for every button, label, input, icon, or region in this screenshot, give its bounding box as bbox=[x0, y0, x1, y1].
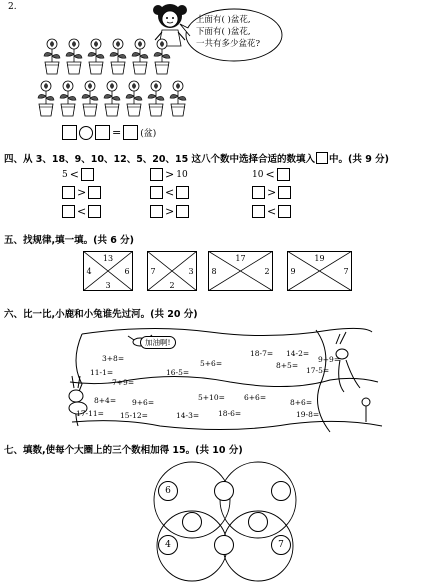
flower-pot-icon bbox=[146, 80, 166, 118]
answer-box[interactable] bbox=[278, 186, 291, 199]
comparison-item bbox=[252, 205, 291, 218]
answer-box[interactable] bbox=[252, 186, 265, 199]
answer-box[interactable] bbox=[150, 186, 163, 199]
flower-pot-icon bbox=[42, 38, 62, 76]
puzzle-node-bm[interactable] bbox=[214, 535, 234, 555]
comparison-item bbox=[150, 168, 188, 181]
flower-pot-icon bbox=[86, 38, 106, 76]
puzzle-node-tl: 6 bbox=[158, 481, 178, 501]
answer-box[interactable] bbox=[62, 125, 77, 140]
given-number: 10 bbox=[252, 169, 264, 180]
svg-text:17: 17 bbox=[235, 254, 246, 263]
answer-box[interactable] bbox=[88, 186, 101, 199]
equation: 19-8= bbox=[296, 410, 320, 419]
pattern-cross bbox=[287, 251, 352, 291]
comparison-item bbox=[62, 168, 94, 181]
comparison-item bbox=[252, 168, 290, 181]
answer-box[interactable] bbox=[176, 186, 189, 199]
equation: 8+4= bbox=[94, 396, 117, 405]
compare-operator: > bbox=[77, 186, 87, 199]
svg-text:3: 3 bbox=[105, 281, 111, 290]
answer-box[interactable] bbox=[62, 186, 75, 199]
compare-operator: > bbox=[267, 186, 277, 199]
equation: 5+10= bbox=[198, 393, 225, 402]
answer-box[interactable] bbox=[81, 168, 94, 181]
problem-number: 2. bbox=[8, 2, 17, 12]
answer-box[interactable] bbox=[123, 125, 138, 140]
bubble-line-2: 下面有( )盆花, bbox=[196, 27, 251, 37]
flower-pot-icon bbox=[80, 80, 100, 118]
q4-title-text-end: 中。(共 9 分) bbox=[329, 154, 389, 165]
equation: 15-12= bbox=[120, 411, 148, 420]
svg-text:4: 4 bbox=[86, 267, 92, 276]
comparison-item bbox=[62, 186, 101, 199]
bubble-line-3: 一共有多少盆花? bbox=[196, 39, 261, 49]
comparison-item bbox=[150, 186, 189, 199]
equation-answer bbox=[62, 125, 156, 140]
puzzle-node-br: 7 bbox=[271, 535, 291, 555]
q6-title: 六、比一比,小鹿和小兔谁先过河。(共 20 分) bbox=[4, 309, 198, 320]
answer-box[interactable] bbox=[278, 205, 291, 218]
equation: 11-1= bbox=[90, 368, 114, 377]
equation: 5+6= bbox=[200, 359, 223, 368]
flower-pot-icon bbox=[168, 80, 188, 118]
q4-title bbox=[4, 151, 389, 165]
puzzle-node-bl: 4 bbox=[158, 535, 178, 555]
pattern-cross bbox=[147, 251, 197, 291]
svg-text:2: 2 bbox=[169, 281, 175, 290]
compare-operator: < bbox=[265, 168, 275, 181]
answer-box[interactable] bbox=[95, 125, 110, 140]
puzzle-node-tr[interactable] bbox=[271, 481, 291, 501]
svg-text:3: 3 bbox=[188, 267, 194, 276]
equation: 17-5= bbox=[306, 366, 330, 375]
pattern-box bbox=[208, 251, 273, 295]
compare-operator: < bbox=[165, 186, 175, 199]
flower-pot-icon bbox=[124, 80, 144, 118]
puzzle-node-c1[interactable] bbox=[182, 512, 202, 532]
compare-operator: < bbox=[77, 205, 87, 218]
flower-pots-top bbox=[42, 38, 172, 76]
flower-pot-icon bbox=[36, 80, 56, 118]
equation: 18-6= bbox=[218, 409, 242, 418]
equation: 14-2= bbox=[286, 349, 310, 358]
equation: 8+5= bbox=[276, 361, 299, 370]
bubble-line-1: 上面有( )盆花, bbox=[196, 15, 251, 25]
equation: 18-7= bbox=[250, 349, 274, 358]
pattern-cross bbox=[83, 251, 133, 291]
operator-circle[interactable] bbox=[79, 126, 93, 140]
answer-box[interactable] bbox=[277, 168, 290, 181]
svg-text:6: 6 bbox=[124, 267, 130, 276]
compare-operator: > bbox=[165, 168, 175, 181]
answer-box[interactable] bbox=[150, 205, 163, 218]
flower-pot-icon bbox=[152, 38, 172, 76]
given-number: 10 bbox=[176, 169, 188, 180]
svg-text:19: 19 bbox=[314, 254, 325, 263]
comparison-item bbox=[62, 205, 101, 218]
answer-box[interactable] bbox=[62, 205, 75, 218]
bird-speech-bubble: 加油啊! bbox=[140, 336, 176, 349]
circle-puzzle bbox=[150, 458, 300, 582]
q4-title-text: 四、从 3、18、9、10、12、5、20、15 这八个数中选择合适的数填入 bbox=[4, 154, 316, 165]
svg-text:2: 2 bbox=[264, 267, 270, 276]
comparison-item bbox=[150, 205, 189, 218]
svg-text:7: 7 bbox=[343, 267, 349, 276]
answer-box[interactable] bbox=[150, 168, 163, 181]
pattern-cross bbox=[208, 251, 273, 291]
puzzle-node-c2[interactable] bbox=[248, 512, 268, 532]
pattern-box bbox=[83, 251, 133, 295]
q5-title: 五、找规律,填一填。(共 6 分) bbox=[4, 235, 135, 246]
equation: 17-11= bbox=[76, 409, 104, 418]
puzzle-node-tm[interactable] bbox=[214, 481, 234, 501]
flower-pot-icon bbox=[64, 38, 84, 76]
equation: 7+9= bbox=[112, 378, 135, 387]
svg-text:7: 7 bbox=[150, 267, 156, 276]
unit-label: (盆) bbox=[140, 129, 157, 139]
svg-text:13: 13 bbox=[102, 254, 114, 263]
compare-operator: > bbox=[165, 205, 175, 218]
bubble-text bbox=[196, 14, 260, 50]
flower-pot-icon bbox=[102, 80, 122, 118]
compare-operator: < bbox=[69, 168, 79, 181]
title-box bbox=[316, 152, 328, 164]
equation: 16-5= bbox=[166, 368, 190, 377]
q7-title: 七、填数,使每个大圈上的三个数相加得 15。(共 10 分) bbox=[4, 445, 243, 456]
pattern-box bbox=[287, 251, 352, 295]
comparison-item bbox=[252, 186, 291, 199]
flower-pots-bottom bbox=[36, 80, 188, 118]
equation: 6+6= bbox=[244, 393, 267, 402]
pattern-box bbox=[147, 251, 197, 295]
equals-sign: = bbox=[112, 126, 122, 139]
equation: 8+6= bbox=[290, 398, 313, 407]
answer-box[interactable] bbox=[176, 205, 189, 218]
compare-operator: < bbox=[267, 205, 277, 218]
svg-text:8: 8 bbox=[211, 267, 217, 276]
flower-pot-icon bbox=[108, 38, 128, 76]
answer-box[interactable] bbox=[88, 205, 101, 218]
given-number: 5 bbox=[62, 169, 68, 180]
flower-pot-icon bbox=[130, 38, 150, 76]
equation: 3+8= bbox=[102, 354, 125, 363]
flower-pot-icon bbox=[58, 80, 78, 118]
svg-text:9: 9 bbox=[290, 267, 296, 276]
equation: 9+9= bbox=[318, 355, 341, 364]
answer-box[interactable] bbox=[252, 205, 265, 218]
equation: 9+6= bbox=[132, 398, 155, 407]
equation: 14-3= bbox=[176, 411, 200, 420]
